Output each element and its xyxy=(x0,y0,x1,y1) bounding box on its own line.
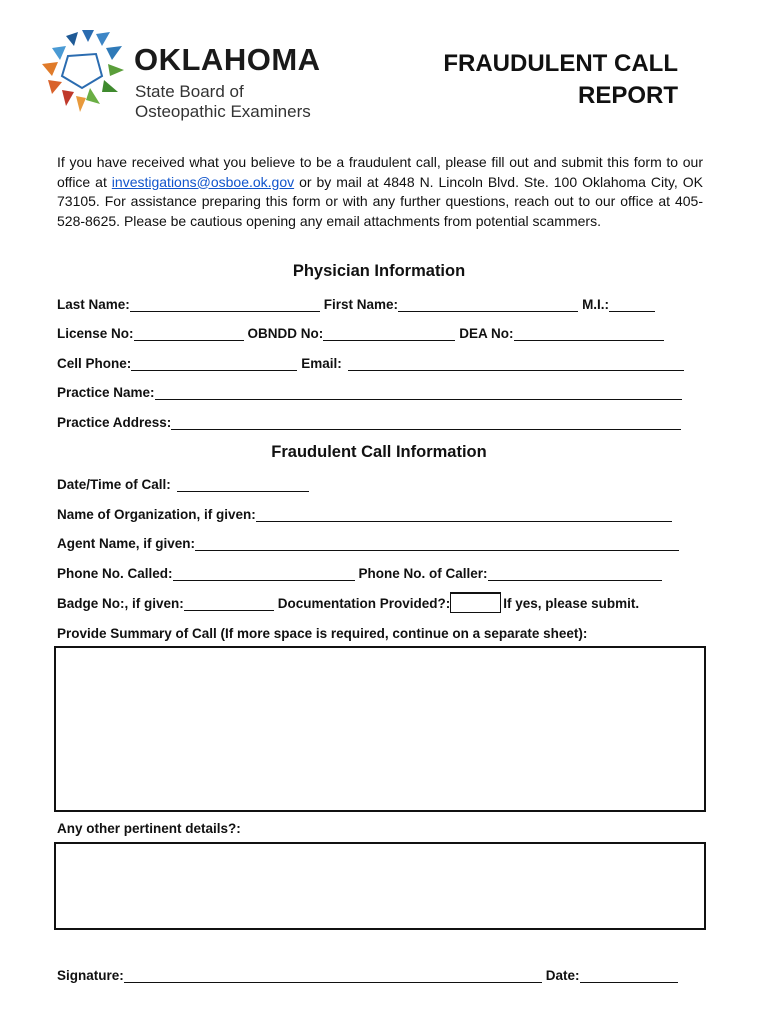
mi-label: M.I.: xyxy=(582,297,610,312)
logo-board-name xyxy=(135,82,311,122)
organization-label: Name of Organization, if given: xyxy=(57,507,256,522)
logo-state-name: OKLAHOMA xyxy=(134,42,321,77)
logo-board-line2: Osteopathic Examiners xyxy=(135,102,311,121)
practice-name-field[interactable] xyxy=(155,385,682,400)
date-time-field[interactable] xyxy=(177,477,309,492)
title-line1: FRAUDULENT CALL xyxy=(443,50,678,77)
board-logo xyxy=(38,26,348,126)
email-field[interactable] xyxy=(348,356,684,371)
intro-text-before: If you have received what you believe to be a fraudulent call, please fill out and submit this form to our office at xyxy=(57,154,703,190)
dea-no-label: DEA No: xyxy=(459,326,514,341)
phone-caller-field[interactable] xyxy=(488,566,662,581)
last-name-label: Last Name: xyxy=(57,297,130,312)
signature-label: Signature: xyxy=(57,968,124,983)
first-name-label: First Name: xyxy=(323,297,399,312)
logo-board-line1: State Board of xyxy=(135,82,244,101)
cell-phone-label: Cell Phone: xyxy=(57,356,132,371)
title-line2: REPORT xyxy=(577,82,678,109)
email-label: Email: xyxy=(301,356,342,371)
dea-no-field[interactable] xyxy=(514,326,664,341)
summary-label-row xyxy=(57,623,702,641)
contact-row xyxy=(57,353,702,371)
badge-no-label: Badge No:, if given: xyxy=(57,596,184,611)
obndd-no-label: OBNDD No: xyxy=(247,326,324,341)
date-label: Date: xyxy=(545,968,580,983)
first-name-field[interactable] xyxy=(398,297,578,312)
last-name-field[interactable] xyxy=(130,297,320,312)
documentation-label: Documentation Provided?: xyxy=(277,596,451,611)
star-logo-icon xyxy=(38,26,128,114)
license-no-field[interactable] xyxy=(134,326,244,341)
obndd-no-field[interactable] xyxy=(323,326,455,341)
badge-no-field[interactable] xyxy=(184,596,274,611)
agent-name-field[interactable] xyxy=(195,536,679,551)
other-details-textbox[interactable] xyxy=(54,842,706,930)
intro-text-after: or by mail at 4848 N. Lincoln Blvd. Ste. 100 Oklahoma City, OK 73105. For assistance preparing this form or with any further questions, reach out to our office at 405-528-8625. Please be cautious opening any email attachments from potential scammers. xyxy=(57,173,703,229)
phone-called-field[interactable] xyxy=(173,566,355,581)
summary-label: Provide Summary of Call (If more space is required, continue on a separate sheet): xyxy=(57,626,588,641)
agent-name-label: Agent Name, if given: xyxy=(57,536,196,551)
if-yes-label: If yes, please submit. xyxy=(503,596,640,611)
cell-phone-field[interactable] xyxy=(131,356,297,371)
document-title xyxy=(358,48,678,112)
signature-field[interactable] xyxy=(124,968,542,983)
email-link[interactable]: investigations@osboe.ok.gov xyxy=(111,173,295,190)
date-time-label: Date/Time of Call: xyxy=(57,477,171,492)
name-row xyxy=(57,294,702,312)
call-section-heading: Fraudulent Call Information xyxy=(271,443,487,461)
physician-section-heading: Physician Information xyxy=(292,262,466,280)
license-no-label: License No: xyxy=(57,326,134,341)
practice-address-row xyxy=(57,412,702,430)
organization-row xyxy=(57,504,702,522)
license-row xyxy=(57,323,702,341)
signature-row xyxy=(57,965,702,983)
other-details-row xyxy=(57,818,702,836)
phone-caller-label: Phone No. of Caller: xyxy=(358,566,488,581)
phone-row xyxy=(57,563,702,581)
date-field[interactable] xyxy=(580,968,678,983)
summary-textbox[interactable] xyxy=(54,646,706,812)
badge-row xyxy=(57,593,702,611)
documentation-input-box[interactable] xyxy=(450,592,501,613)
practice-address-label: Practice Address: xyxy=(57,415,172,430)
date-time-row xyxy=(57,474,702,492)
other-details-label: Any other pertinent details?: xyxy=(57,821,241,836)
practice-name-label: Practice Name: xyxy=(57,385,155,400)
mi-field[interactable] xyxy=(609,297,655,312)
intro-paragraph xyxy=(57,153,703,231)
phone-called-label: Phone No. Called: xyxy=(57,566,173,581)
practice-address-field[interactable] xyxy=(171,415,681,430)
organization-field[interactable] xyxy=(256,507,672,522)
practice-name-row xyxy=(57,382,702,400)
agent-name-row xyxy=(57,533,702,551)
